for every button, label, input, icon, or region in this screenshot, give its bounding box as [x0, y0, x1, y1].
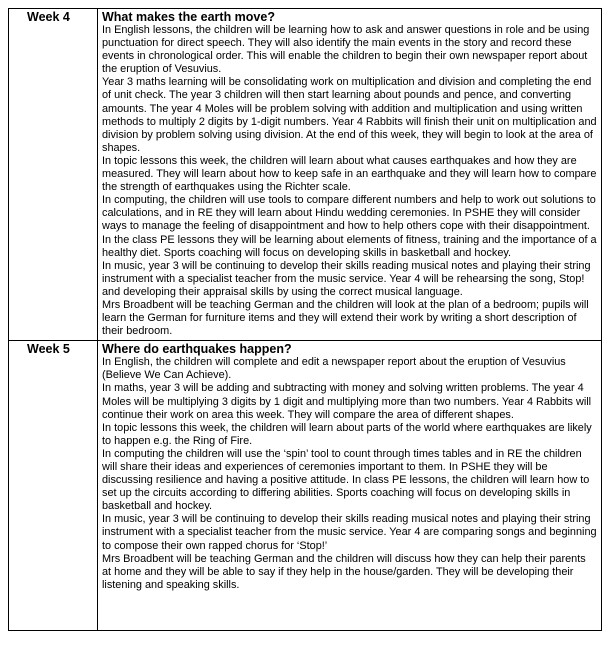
paragraph-maths: Year 3 maths learning will be consolidating work on multiplication and division and completing the end of unit check. The year 3 children will then start learning about pounds and pence, and converting amounts. The year 4 Moles will be problem solving with addition and multiplication and using written methods to multiply 2 digits by 1-digit numbers. Year 4 Rabbits will finish their unit on multiplication and division by problem solving using division. At the end of this week, they will begin to look at the area of shapes. [102, 76, 597, 154]
paragraph-pe: In the class PE lessons they will be learning about elements of fitness, training and the importance of a healthy diet. Sports coaching will focus on developing skills in basketball and hockey. [102, 233, 597, 259]
week-title: What makes the earth move? [102, 10, 275, 24]
paragraph-topic: In topic lessons this week, the children will learn about parts of the world where earthquakes are likely to happen e.g. the Ring of Fire. [102, 421, 592, 447]
week-content [98, 341, 602, 631]
week-row [9, 9, 602, 341]
week-label: Week 4 [9, 9, 98, 341]
paragraph-music: In music, year 3 will be continuing to develop their skills reading musical notes and playing their string instrument with a specialist teacher from the music service. Year 4 will be rehearsing the song, Stop! and developing their appraisal skills by using the correct musical language. [102, 259, 591, 298]
paragraph-topic: In topic lessons this week, the children will learn about what causes earthquakes and how they are measured. They will learn about how to keep safe in an earthquake and they will learn how to compare the strength of earthquakes using the Richter scale. [102, 154, 597, 194]
week-label: Week 5 [9, 341, 98, 631]
paragraph-english: In English lessons, the children will be learning how to ask and answer questions in role and be using punctuation for direct speech. They will also identify the main events in the story and record these events in chronological order. This will enable the children to begin their own newspaper report about the eruption of Vesuvius. [102, 24, 590, 76]
week-row [9, 341, 602, 631]
paragraph-english: In English, the children will complete and edit a newspaper report about the eruption of Vesuvius (Believe We Can Achieve). [102, 356, 566, 382]
paragraph-music: In music, year 3 will be continuing to develop their skills reading musical notes and playing their string instrument with a specialist teacher from the music service. Year 4 are comparing songs and beginning to compose their own rapped chorus for ‘Stop!’ [102, 513, 597, 552]
week-content [98, 9, 602, 341]
paragraph-german: Mrs Broadbent will be teaching German and the children will look at the plan of a bedroom; pupils will learn the German for furniture items and they will extend their work by writing a short description of their bedroom. [102, 298, 589, 338]
week-title: Where do earthquakes happen? [102, 342, 292, 357]
weekly-plan-table [8, 8, 602, 631]
paragraph-computing-re-pshe-pe: In computing the children will use the ‘spin’ tool to count through times tables and in RE the children will share their ideas and experiences of ceremonies important to them. In PSHE they will be discussing resilience and having a positive attitude. In class PE lessons, the children will learn how to set up the circuits according to differing abilities. Sports coaching will focus on developing skills in basketball and hockey. [102, 447, 590, 513]
paragraph-german: Mrs Broadbent will be teaching German and the children will discuss how they can help their parents at home and they will be able to say if they help in the house/garden. They will be developing their listening and speaking skills. [102, 552, 586, 591]
paragraph-maths: In maths, year 3 will be adding and subtracting with money and solving written problems. The year 4 Moles will be multiplying 3 digits by 1 digit and multiplying more than two numbers. Year 4 Rabbits will continue their work on area this week. They will compare the area of different shapes. [102, 382, 592, 421]
paragraph-computing-re-pshe: In computing, the children will use tools to compare different numbers and help to work out solutions to calculations, and in RE they will learn about Hindu wedding ceremonies. In PSHE they will consider ways to manage the feeling of disappointment and how to help others cope with their disappointment. [102, 194, 596, 233]
